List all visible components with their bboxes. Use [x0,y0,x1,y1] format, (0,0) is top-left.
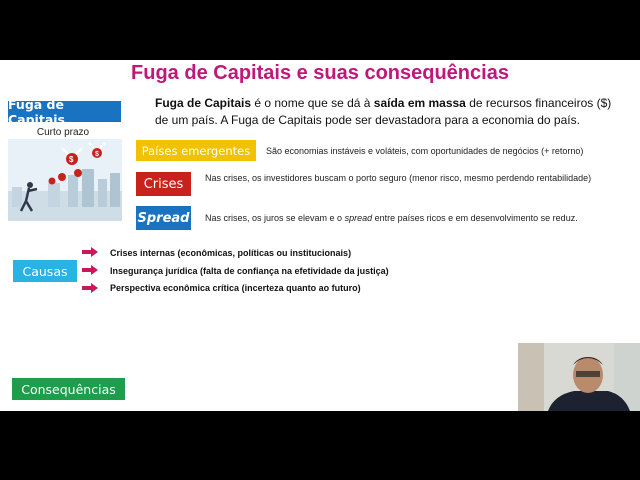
slide-title: Fuga de Capitais e suas consequências [131,62,509,84]
arrow-right-icon [82,283,98,293]
fuga-de-capitais-label: Fuga de Capitais [8,101,121,122]
consequencias-label: Consequências [12,378,125,400]
spread-text [205,212,578,225]
arrow-right-icon [82,265,98,275]
causa-item-1: Crises internas (econômicas, políticas ou institucionais) [110,248,352,258]
arrow-right-icon [82,247,98,257]
spread-text-before: Nas crises, os juros se elevam e o [205,213,345,223]
crises-text: Nas crises, os investidores buscam o porto seguro (menor risco, mesmo perdendo rentabilidade) [205,173,592,183]
crises-label: Crises [136,172,191,196]
causa-item-3: Perspectiva econômica crítica (incerteza quanto ao futuro) [110,283,361,293]
causas-label: Causas [13,260,77,282]
capital-flight-illustration [8,139,122,221]
svg-text:$: $ [69,155,74,164]
paises-emergentes-text: São economias instáveis e voláteis, com oportunidades de negócios (+ retorno) [266,146,584,156]
spread-text-after: entre países ricos e em desenvolvimento se reduz. [372,213,578,223]
intro-part1: é o nome que se dá à [251,96,374,110]
intro-emphasis: saída em massa [373,96,466,110]
svg-text:$: $ [95,151,99,158]
paises-emergentes-label: Países emergentes [136,140,256,161]
intro-term: Fuga de Capitais [155,96,252,110]
spread-label: Spread [136,206,191,230]
webcam-overlay [518,343,640,411]
intro-paragraph [155,95,625,129]
causa-item-2: Insegurança jurídica (falta de confiança na efetividade da justiça) [110,266,389,276]
intro-part2: de recursos financeiros ($) de um país. A Fuga de Capitais pode ser devastadora para a economia do país. [155,96,612,127]
curto-prazo-caption: Curto prazo [36,127,90,138]
spread-text-em: spread [344,213,373,223]
